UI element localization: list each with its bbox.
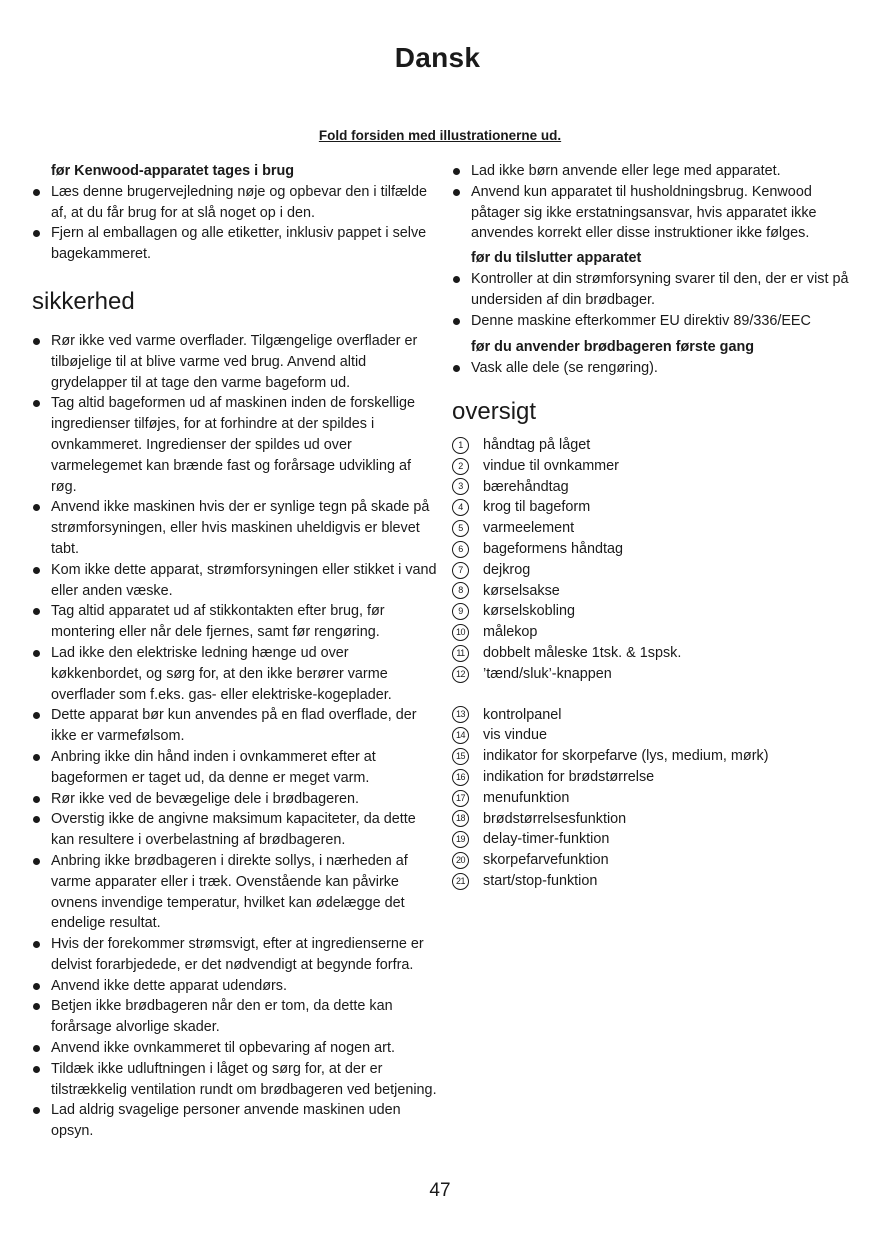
number-badge: 8: [452, 582, 469, 599]
list-item: Kom ikke dette apparat, strømforsyningen eller stikket i vand eller anden væske.: [32, 560, 440, 602]
safety-heading: sikkerhed: [32, 287, 135, 315]
overview-list: [452, 435, 852, 685]
list-item: Denne maskine efterkommer EU direktiv 89/336/EEC: [452, 311, 852, 332]
list-item: Lad ikke den elektriske ledning hænge ud over køkkenbordet, og sørg for, at den ikke berører varme overflader som f.eks. gas- eller elektriske-kogeplader.: [32, 643, 440, 705]
list-item: Anvend ikke ovnkammeret til opbevaring af nogen art.: [32, 1038, 440, 1059]
list-item: Kontroller at din strømforsyning svarer til den, der er vist på undersiden af din brødbager.: [452, 269, 852, 311]
right-column: [452, 161, 852, 892]
overview-label: bærehåndtag: [483, 478, 569, 495]
list-item: Anvend kun apparatet til husholdningsbrug. Kenwood påtager sig ikke erstatningsansvar, hvis apparatet ikke anvendes korrekt eller disse instruktioner ikke følges.: [452, 182, 852, 244]
overview-item: [452, 871, 852, 892]
list-item: Anvend ikke maskinen hvis der er synlige tegn på skade på strømforsyningen, eller hvis maskinen uheldigvis er blevet tabt.: [32, 497, 440, 559]
overview-label: målekop: [483, 624, 538, 641]
number-badge: 5: [452, 520, 469, 537]
list-item: Tildæk ikke udluftningen i låget og sørg for, at der er tilstrækkelig ventilation rundt om brødbageren ved betjening.: [32, 1059, 440, 1101]
left-column: [32, 161, 440, 1142]
overview-label: dobbelt måleske 1tsk. & 1spsk.: [483, 644, 682, 661]
overview-item: [452, 829, 852, 850]
overview-label: vis vindue: [483, 727, 547, 744]
overview-list-controls: [452, 705, 852, 892]
number-badge: 17: [452, 790, 469, 807]
overview-heading: oversigt: [452, 397, 537, 425]
overview-item: [452, 497, 852, 518]
number-badge: 7: [452, 562, 469, 579]
overview-item: [452, 850, 852, 871]
overview-label: kørselsakse: [483, 582, 560, 599]
number-badge: 21: [452, 873, 469, 890]
list-item: Tag altid apparatet ud af stikkontakten efter brug, før montering eller når dele fjernes, samt før rengøring.: [32, 601, 440, 643]
overview-item: [452, 705, 852, 726]
overview-label: skorpefarvefunktion: [483, 852, 609, 869]
number-badge: 20: [452, 852, 469, 869]
list-item: Anvend ikke dette apparat udendørs.: [32, 976, 440, 997]
overview-item: [452, 477, 852, 498]
overview-item: [452, 622, 852, 643]
overview-item: [452, 767, 852, 788]
number-badge: 10: [452, 624, 469, 641]
overview-item: [452, 746, 852, 767]
overview-label: start/stop-funktion: [483, 872, 598, 889]
list-item: Rør ikke ved varme overflader. Tilgængelige overflader er tilbøjelige til at blive varme ved brug. Anvend altid grydelapper til at tage den varme bageform ud.: [32, 331, 440, 393]
overview-label: brødstørrelsesfunktion: [483, 810, 627, 827]
list-item: Overstig ikke de angivne maksimum kapaciteter, da dette kan resultere i overbelastning af brødbageren.: [32, 809, 440, 851]
list-item: Lad ikke børn anvende eller lege med apparatet.: [452, 161, 852, 182]
list-item: Tag altid bageformen ud af maskinen inden de forskellige ingredienser tilføjes, for at forhindre at der spildes i ovnkammeret. Ingredienser der spildes ud over varmelegemet kan brænde fast og forårsage udvikling af røg.: [32, 393, 440, 497]
spacer: [452, 685, 852, 705]
overview-item: [452, 456, 852, 477]
number-badge: 16: [452, 769, 469, 786]
number-badge: 14: [452, 727, 469, 744]
before-use-heading: før Kenwood-apparatet tages i brug: [51, 163, 295, 179]
overview-label: ’tænd/sluk’-knappen: [483, 665, 612, 682]
overview-item: [452, 581, 852, 602]
overview-label: krog til bageform: [483, 499, 591, 516]
number-badge: 12: [452, 666, 469, 683]
list-item: Læs denne brugervejledning nøje og opbevar den i tilfælde af, at du får brug for at slå noget op i den.: [32, 182, 440, 224]
overview-item: [452, 725, 852, 746]
number-badge: 1: [452, 437, 469, 454]
list-item: Anbring ikke brødbageren i direkte sollys, i nærheden af varme apparater eller i træk. Ovenstående kan påvirke ovnens invendige temperatur, hvilket kan ødelægge det endelige resultat.: [32, 851, 440, 934]
number-badge: 3: [452, 478, 469, 495]
overview-item: [452, 560, 852, 581]
number-badge: 4: [452, 499, 469, 516]
number-badge: 18: [452, 810, 469, 827]
overview-label: kørselskobling: [483, 603, 575, 620]
number-badge: 19: [452, 831, 469, 848]
overview-label: kontrolpanel: [483, 706, 562, 723]
safety-list: [32, 331, 440, 1142]
fold-note: Fold forsiden med illustrationerne ud.: [318, 128, 562, 143]
overview-label: indikator for skorpefarve (lys, medium, mørk): [483, 748, 769, 765]
overview-item: [452, 664, 852, 685]
overview-item: [452, 435, 852, 456]
connect-heading: før du tilslutter apparatet: [471, 250, 642, 267]
overview-label: varmeelement: [483, 520, 575, 537]
overview-label: dejkrog: [483, 561, 531, 578]
list-item: Hvis der forekommer strømsvigt, efter at ingredienserne er delvist forarbjedede, er det nødvendigt at begynde forfra.: [32, 934, 440, 976]
number-badge: 2: [452, 458, 469, 475]
number-badge: 9: [452, 603, 469, 620]
overview-item: [452, 809, 852, 830]
overview-item: [452, 643, 852, 664]
overview-label: håndtag på låget: [483, 436, 591, 453]
overview-label: bageformens håndtag: [483, 540, 624, 557]
list-item: Rør ikke ved de bevægelige dele i brødbageren.: [32, 789, 440, 810]
list-item: Fjern al emballagen og alle etiketter, inklusiv pappet i selve bagekammeret.: [32, 223, 440, 265]
list-item: Betjen ikke brødbageren når den er tom, da dette kan forårsage alvorlige skader.: [32, 996, 440, 1038]
number-badge: 6: [452, 541, 469, 558]
overview-label: vindue til ovnkammer: [483, 457, 619, 474]
overview-item: [452, 539, 852, 560]
overview-label: indikation for brødstørrelse: [483, 768, 655, 785]
overview-item: [452, 601, 852, 622]
number-badge: 13: [452, 706, 469, 723]
overview-label: menufunktion: [483, 789, 570, 806]
list-item: Lad aldrig svagelige personer anvende maskinen uden opsyn.: [32, 1100, 440, 1142]
list-item: Vask alle dele (se rengøring).: [452, 358, 852, 379]
page-number: 47: [429, 1180, 451, 1201]
list-item: Dette apparat bør kun anvendes på en flad overflade, der ikke er varmefølsom.: [32, 705, 440, 747]
overview-item: [452, 518, 852, 539]
first-use-heading: før du anvender brødbageren første gang: [471, 339, 755, 356]
overview-item: [452, 788, 852, 809]
number-badge: 11: [452, 645, 469, 662]
number-badge: 15: [452, 748, 469, 765]
overview-label: delay-timer-funktion: [483, 831, 610, 848]
list-item: Anbring ikke din hånd inden i ovnkammeret efter at bageformen er taget ud, da denne er meget varm.: [32, 747, 440, 789]
page-title: Dansk: [394, 42, 481, 73]
